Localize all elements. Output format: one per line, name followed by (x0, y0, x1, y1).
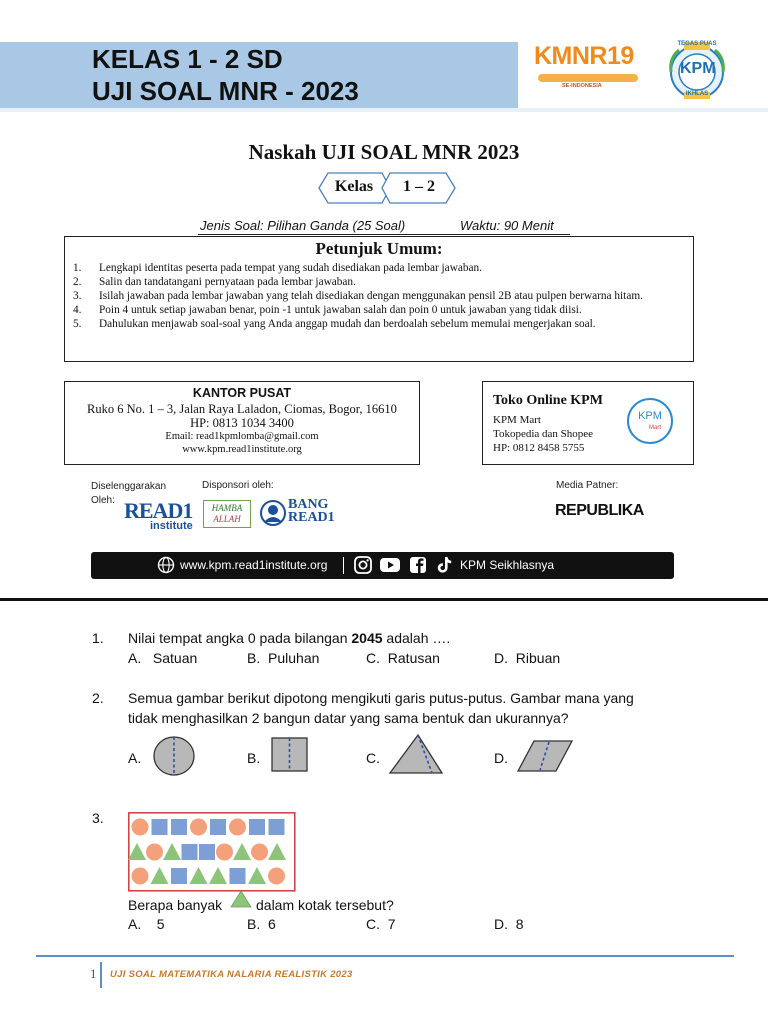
petunjuk-title: Petunjuk Umum: (315, 239, 443, 258)
kantor-phone: HP: 0813 1034 3400 (190, 416, 294, 430)
instagram-icon[interactable] (353, 555, 373, 575)
q1-option-d-text: Ribuan (515, 650, 561, 666)
toko-online-box (482, 381, 694, 465)
q3-option-b[interactable] (247, 916, 276, 932)
kpm-seal-text: KPM (680, 60, 716, 77)
q1-option-a[interactable] (128, 650, 197, 666)
social-divider (343, 557, 344, 574)
sponsor-label: Disponsori oleh: (202, 480, 274, 491)
social-media-bar (91, 552, 674, 579)
hamba-allah-line2: ALLAH (213, 514, 241, 524)
petunjuk-item-text: Dahulukan menjawab soal-soal yang Anda anggap mudah dan berdoalah sebelum memulai mengerjakan soal. (99, 318, 596, 330)
petunjuk-item-number: 2. (73, 276, 82, 288)
republika-logo: REPUBLIKA (555, 502, 644, 519)
kmnr-logo-sub: SE-INDONESIA (562, 83, 602, 89)
question-1-bold: 2045 (351, 630, 383, 646)
q3-blue-square (269, 819, 285, 835)
read1-logo-sub: institute (150, 520, 193, 532)
header-underline (0, 108, 768, 112)
q3-blue-square (249, 819, 265, 835)
q3-option-b-text: 6 (268, 916, 276, 932)
kmnr-logo-ribbon (538, 74, 638, 82)
kantor-address: Ruko 6 No. 1 – 3, Jalan Raya Laladon, Ciomas, Bogor, 16610 (87, 402, 397, 416)
kantor-pusat-box (64, 381, 420, 465)
kantor-email: Email: read1kpmlomba@gmail.com (165, 431, 319, 442)
bang-read1-line1: BANG (288, 497, 329, 512)
toko-line3: HP: 0812 8458 5755 (493, 442, 585, 454)
question-2-line1: Semua gambar berikut dipotong mengikuti garis putus-putus. Gambar mana yang (128, 690, 634, 706)
hamba-allah-line1: HAMBA (211, 503, 243, 513)
petunjuk-item (73, 317, 685, 331)
footer-divider (100, 962, 102, 988)
q1-option-c-label: C. (366, 650, 380, 666)
petunjuk-item-text: Salin dan tandatangani pernyataan pada lembar jawaban. (99, 276, 356, 288)
question-1-number: 1. (92, 630, 104, 646)
kelas-badge (318, 172, 458, 204)
kpm-seal-logo (656, 40, 738, 100)
youtube-icon[interactable] (379, 555, 401, 575)
q1-option-b[interactable] (247, 650, 319, 666)
q1-option-c[interactable] (366, 650, 440, 666)
kmnr-logo (532, 42, 650, 98)
q3-option-d[interactable] (494, 916, 524, 932)
media-partner-label: Media Patner: (556, 480, 619, 491)
q1-option-a-label: A. (128, 650, 142, 666)
q3-green-triangle-icon (230, 890, 252, 908)
q1-option-d[interactable] (494, 650, 560, 666)
q2-parallelogram-shape (516, 739, 574, 773)
q3-option-d-text: 8 (515, 916, 524, 932)
q3-blue-square (171, 819, 187, 835)
q3-blue-square (152, 819, 168, 835)
toko-line1: KPM Mart (493, 414, 541, 426)
question-1-pre: Nilai tempat angka 0 pada bilangan (128, 630, 352, 646)
header-title-line1: KELAS 1 - 2 SD (92, 44, 283, 74)
petunjuk-item (73, 289, 685, 303)
toko-title: Toko Online KPM (493, 393, 603, 408)
facebook-icon[interactable] (409, 555, 427, 575)
kpm-seal-top: TEGAS PUAS (677, 41, 717, 47)
q3-orange-circle (190, 819, 207, 836)
kelas-label: Kelas (334, 178, 374, 195)
q3-orange-circle (132, 819, 149, 836)
exam-info-line (198, 216, 570, 235)
q3-blue-square (210, 819, 226, 835)
toko-line2: Tokopedia dan Shopee (493, 428, 594, 440)
q3-blue-square (182, 844, 198, 860)
page-number: 1 (90, 966, 97, 981)
q3-option-d-label: D. (494, 916, 508, 932)
q3-orange-circle (146, 844, 163, 861)
q2-option-a-label[interactable]: A. (128, 750, 142, 766)
section-separator (0, 598, 768, 601)
bang-read1-portrait-icon (260, 500, 286, 526)
q3-question-pre: Berapa banyak (128, 897, 223, 913)
q3-orange-circle (229, 819, 246, 836)
petunjuk-item-number: 4. (73, 304, 82, 316)
q3-shapes-box (128, 812, 296, 892)
waktu-text: Waktu: 90 Menit (460, 218, 554, 233)
social-website[interactable]: www.kpm.read1institute.org (180, 558, 328, 572)
q2-triangle-shape (388, 733, 444, 775)
q2-circle-shape (152, 735, 198, 777)
read1-logo-text: READ1 (124, 498, 193, 523)
exam-title: Naskah UJI SOAL MNR 2023 (248, 140, 520, 164)
kelas-value: 1 – 2 (403, 178, 435, 195)
q3-orange-circle (132, 868, 149, 885)
petunjuk-item (73, 261, 685, 275)
petunjuk-item (73, 303, 685, 317)
q3-option-a[interactable] (128, 916, 165, 932)
petunjuk-item (73, 275, 685, 289)
question-1-post: adalah …. (382, 630, 451, 646)
q2-square-shape (270, 737, 310, 773)
read1-institute-logo (124, 498, 193, 532)
petunjuk-item-text: Isilah jawaban pada lembar jawaban yang telah disediakan dengan menggunakan pensil 2B atau pulpen berwarna hitam. (99, 290, 643, 302)
q3-option-a-text: 5 (156, 916, 165, 932)
q3-option-b-label: B. (247, 916, 261, 932)
kantor-title: KANTOR PUSAT (192, 386, 292, 400)
globe-icon (157, 556, 175, 574)
q2-option-d-label[interactable]: D. (494, 750, 508, 766)
q3-orange-circle (216, 844, 233, 861)
footer-text: UJI SOAL MATEMATIKA NALARIA REALISTIK 2023 (110, 969, 353, 980)
q2-option-c-label[interactable]: C. (366, 750, 380, 766)
kmnr-logo-text: KMNR19 (534, 42, 634, 70)
q3-option-c-label: C. (366, 916, 380, 932)
footer-line (36, 955, 734, 957)
petunjuk-item-number: 5. (73, 318, 82, 330)
q3-option-c-text: 7 (387, 916, 396, 932)
petunjuk-item-number: 3. (73, 290, 82, 302)
q3-orange-circle (268, 868, 285, 885)
question-3-number: 3. (92, 810, 104, 826)
q3-blue-square (199, 844, 215, 860)
q3-blue-square (171, 868, 187, 884)
q1-option-a-text: Satuan (152, 650, 198, 666)
kpm-seal-bottom: IKHLAS (685, 91, 709, 97)
kantor-website: www.kpm.read1institute.org (182, 444, 302, 455)
q3-option-c[interactable] (366, 916, 396, 932)
bang-read1-logo (260, 498, 340, 528)
social-handle[interactable]: KPM Seikhlasnya (460, 558, 555, 572)
tiktok-icon[interactable] (435, 555, 453, 575)
q3-option-a-label: A. (128, 916, 142, 932)
q1-option-b-text: Puluhan (268, 650, 320, 666)
petunjuk-umum-box (64, 236, 694, 362)
jenis-soal-text: Jenis Soal: Pilihan Ganda (25 Soal) (200, 218, 406, 233)
question-2-number: 2. (92, 690, 104, 706)
q3-question-post: dalam kotak tersebut? (256, 897, 394, 913)
q3-blue-square (230, 868, 246, 884)
question-2-line2: tidak menghasilkan 2 bangun datar yang sama bentuk dan ukurannya? (128, 710, 569, 726)
q1-option-c-text: Ratusan (387, 650, 440, 666)
kpm-mart-logo-sub: Mart (649, 425, 661, 431)
petunjuk-item-text: Lengkapi identitas peserta pada tempat yang sudah disediakan pada lembar jawaban. (99, 262, 483, 274)
kpm-mart-logo (627, 398, 673, 444)
organizer-label: Diselenggarakan Oleh: (91, 481, 167, 506)
bang-read1-line2: READ1 (288, 510, 335, 525)
petunjuk-list (73, 261, 685, 331)
petunjuk-item-number: 1. (73, 262, 82, 274)
header-title-line2: UJI SOAL MNR - 2023 (92, 76, 359, 106)
q1-option-d-label: D. (494, 650, 508, 666)
hamba-allah-logo (203, 500, 251, 528)
q2-option-b-label[interactable]: B. (247, 750, 261, 766)
q3-orange-circle (251, 844, 268, 861)
q1-option-b-label: B. (247, 650, 261, 666)
petunjuk-item-text: Poin 4 untuk setiap jawaban benar, poin -1 untuk jawaban salah dan poin 0 untuk jawaban yang tidak diisi. (99, 304, 582, 316)
kpm-mart-logo-text: KPM (638, 410, 662, 422)
question-1-text (128, 630, 450, 646)
